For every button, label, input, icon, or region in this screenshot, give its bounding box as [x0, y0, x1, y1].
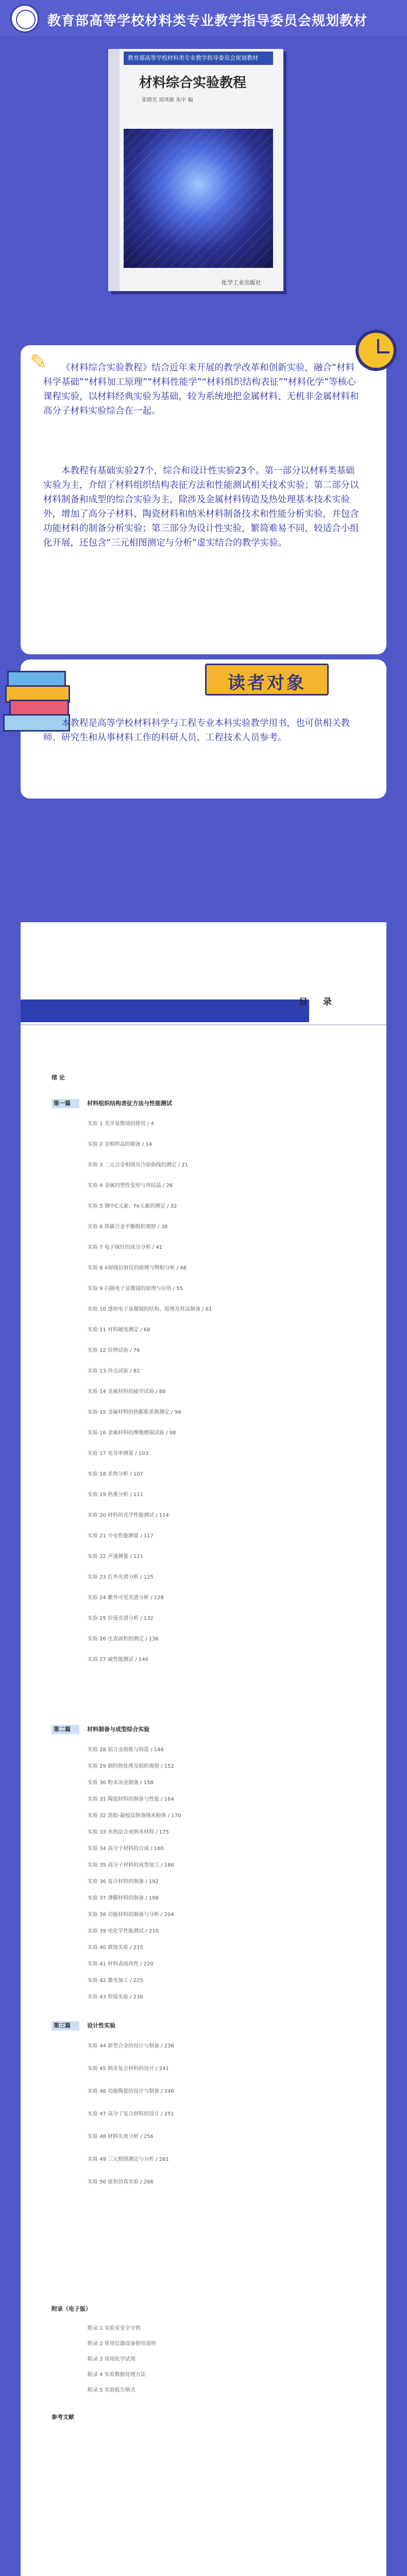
intro-paragraph-2: 本教程有基础实验27个，综合和设计性实验23个。第一部分以材料类基础实验为主，介绍了材料组织结构表征方法和性能测试相关技术实验；第二部分以材料制备和成型的综合实验为主，除涉及金属材料铸造及热处理基本技术实验外，增加了高分子材料、陶瓷材料和纳米材料制备技术和性能分析实验，并包含功能材料的制备分析实验；第三部分为设计性实验，繁简难易不同，较适合小组化开展，还包含“三元相图测定与分析”虚实结合的教学实验。 [43, 466, 359, 548]
toc-entry: 实验 34 高分子材料的合成 / 180 [88, 1846, 164, 1852]
toc-entry: 实验 42 激光加工 / 225 [88, 1978, 143, 1984]
toc-entry: 实验 43 焊接实验 / 230 [88, 1994, 143, 2000]
toc-entry: 实验 22 声速测量 / 121 [88, 1554, 143, 1560]
toc-heading: 目 录 [299, 997, 338, 1007]
university-logo-icon [10, 4, 39, 33]
toc-entry: 附录 5 实验报告格式 [88, 2387, 135, 2393]
toc-entry: 实验 38 功能材料的制备与分析 / 204 [88, 1912, 174, 1918]
toc-entry: 实验 17 电导率测量 / 103 [88, 1451, 148, 1456]
toc-entry: 实验 13 冲击试验 / 82 [88, 1368, 140, 1374]
toc-entry: 实验 35 高分子材料的成型加工 / 186 [88, 1862, 174, 1868]
toc-entry: 实验 31 陶瓷材料的制备与性能 / 164 [88, 1797, 174, 1802]
toc-entry: 实验 47 高分子复合材料的设计 / 251 [88, 2111, 174, 2117]
toc-entry: 实验 16 金属材料的摩擦磨损试验 / 98 [88, 1430, 176, 1436]
book-title: 材料综合实验教程 [139, 75, 247, 91]
toc-entry: 实验 19 热重分析 / 111 [88, 1492, 143, 1498]
toc-entry: 实验 40 腐蚀实验 / 215 [88, 1945, 143, 1951]
toc-entry: 实验 45 纳米复合材料的设计 / 241 [88, 2066, 169, 2072]
toc-entry: 实验 8 X射线衍射仪的原理与物相分析 / 48 [88, 1265, 187, 1271]
book-publisher: 化学工业出版社 [222, 279, 261, 286]
toc-entry: 实验 18 差热分析 / 107 [88, 1471, 143, 1477]
toc-intro-tag: 绪 论 [52, 1074, 65, 1081]
toc-entry: 实验 15 金属材料的热膨胀系数测定 / 94 [88, 1410, 181, 1415]
toc-entry: 附录 1 实验室安全守则 [88, 2326, 141, 2331]
toc-part1-row [52, 1097, 371, 1110]
toc-part3-title: 设计性实验 [87, 2022, 116, 2029]
toc-entry: 实验 12 拉伸试验 / 76 [88, 1348, 140, 1353]
toc-entry: 实验 3 二元合金相图及冷却曲线的测定 / 21 [88, 1162, 189, 1168]
toc-entry: 实验 44 新型合金的设计与制备 / 236 [88, 2043, 174, 2049]
toc-intro-row [52, 1072, 371, 1084]
toc-entry: 实验 36 复合材料的制备 / 192 [88, 1879, 159, 1885]
toc-entry: 实验 29 钢的热处理及组织观察 / 152 [88, 1764, 174, 1769]
toc-entry: 实验 1 光学显微镜的使用 / 4 [88, 1121, 154, 1127]
toc-entry: 实验 50 虚拟仿真实验 / 266 [88, 2179, 154, 2185]
toc-entry: 实验 32 溶胶-凝胶法制备纳米粉体 / 170 [88, 1813, 181, 1819]
toc-part3-row [52, 2020, 371, 2032]
book-spine [108, 49, 120, 291]
reader-label: 读者对象 [228, 673, 306, 693]
toc-part2-tag: 第二篇 [52, 1725, 79, 1734]
toc-part1-title: 材料组织结构表征方法与性能测试 [87, 1100, 173, 1107]
pencil-icon: ✎ [30, 350, 47, 374]
toc-part2-title: 材料制备与成型综合实验 [87, 1726, 150, 1733]
toc-entry: 实验 10 透射电子显微镜的结构、原理及样品制备 / 61 [88, 1307, 212, 1312]
header-title: 教育部高等学校材料类专业教学指导委员会规划教材 [47, 13, 368, 29]
toc-part2-row [52, 1723, 371, 1736]
toc-part3-tag: 第三篇 [52, 2021, 79, 2030]
toc-part1-tag: 第一篇 [52, 1099, 79, 1108]
toc-entry: 实验 33 水热法合成纳米材料 / 175 [88, 1829, 169, 1835]
toc-entry: 实验 37 薄膜材料的制备 / 198 [88, 1895, 159, 1901]
book-band: 教育部高等学校材料类专业教学指导委员会规划教材 [124, 52, 273, 65]
toc-entry: 实验 4 金属的塑性变形与再结晶 / 26 [88, 1183, 173, 1189]
toc-entry: 实验 20 材料的光学性能测试 / 114 [88, 1513, 169, 1518]
toc-entry: 实验 5 钢中C元素、Fe元素的测定 / 32 [88, 1204, 177, 1209]
toc-entry: 实验 41 材料表面改性 / 220 [88, 1961, 154, 1967]
toc-entry: 实验 11 材料硬度测定 / 68 [88, 1327, 150, 1333]
toc-entry: 实验 46 功能陶瓷的设计与制备 / 246 [88, 2089, 174, 2094]
toc-refs-tag: 参考文献 [52, 2414, 74, 2420]
toc-entry: 实验 9 扫描电子显微镜的原理与应用 / 55 [88, 1286, 183, 1292]
toc-entry: 实验 2 金相样品的制备 / 14 [88, 1142, 152, 1147]
book-cover-pattern [124, 129, 273, 268]
toc-refs-row [52, 2411, 371, 2424]
toc-entry: 实验 23 红外光谱分析 / 125 [88, 1574, 154, 1580]
toc-entry: 实验 30 粉末冶金制备 / 158 [88, 1780, 154, 1786]
toc-entry: 实验 48 材料失效分析 / 256 [88, 2134, 154, 2140]
reader-text: 本教程是高等学校材料科学与工程专业本科实验教学用书，也可供相关教师、研究生和从事材料工作的科研人员、工程技术人员参考。 [43, 718, 350, 743]
toc-heading-bar [21, 999, 309, 1022]
toc-entry: 实验 24 紫外可见光谱分析 / 128 [88, 1595, 164, 1601]
toc-entry: 实验 26 比表面积的测定 / 136 [88, 1636, 159, 1642]
toc-entry: 实验 49 三元相图测定与分析 / 261 [88, 2157, 169, 2162]
toc-divider [21, 1024, 386, 1025]
toc-entry: 实验 7 电子探针的成分分析 / 41 [88, 1245, 163, 1250]
toc-entry: 实验 25 拉曼光谱分析 / 132 [88, 1616, 154, 1621]
toc-entry: 实验 27 磁性能测试 / 140 [88, 1657, 148, 1663]
toc-entry: 实验 6 铁碳合金平衡组织观察 / 38 [88, 1224, 168, 1230]
toc-entry: 实验 21 介电性能测量 / 117 [88, 1533, 154, 1539]
toc-entry: 附录 2 常用仪器设备使用说明 [88, 2341, 156, 2347]
toc-appendix-tag: 附录（电子版） [52, 2306, 91, 2312]
toc-appendix-row [52, 2303, 371, 2315]
intro-paragraph-1: 《材料综合实验教程》结合近年来开展的教学改革和创新实验，融合“材料科学基础”“材料加工原理”“材料性能学”“材料组织结构表征”“材料化学”等核心课程实验，以材料经典实验为基础，较为系统地把金属材料、无机非金属材料和高分子材料实验综合在一起。 [43, 363, 359, 416]
toc-entry: 附录 3 常用化学试剂 [88, 2357, 135, 2362]
toc-entry: 实验 39 电化学性能测试 / 210 [88, 1928, 159, 1934]
toc-entry: 附录 4 实验数据处理方法 [88, 2372, 146, 2378]
toc-entry: 实验 28 铝合金熔炼与铸造 / 146 [88, 1747, 164, 1753]
toc-entry: 实验 14 金属材料的疲劳试验 / 88 [88, 1389, 166, 1395]
book-authors: 张晓光 周凤敏 朱中 编 [142, 97, 193, 103]
